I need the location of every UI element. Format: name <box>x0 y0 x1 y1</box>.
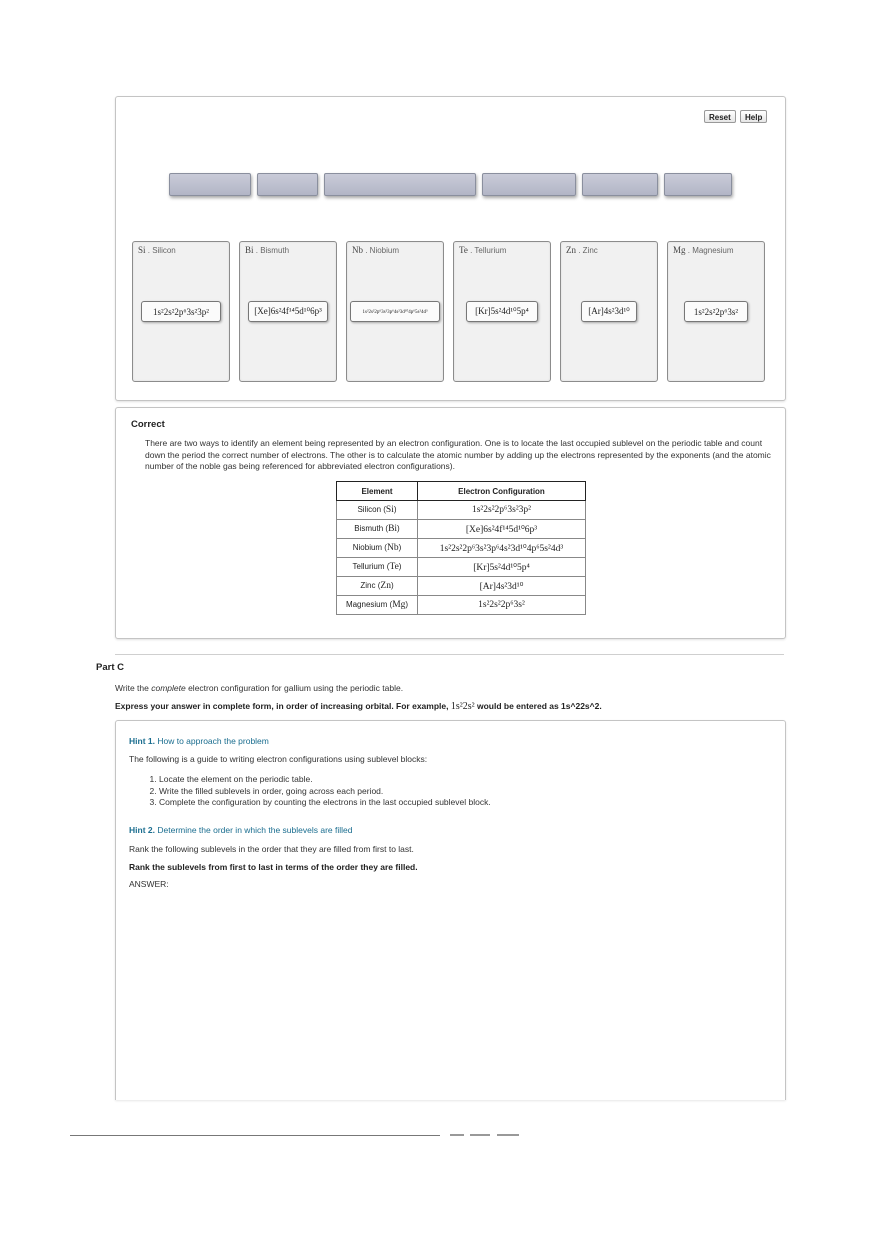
part-title: Part C <box>96 662 124 673</box>
empty-slot[interactable] <box>582 173 658 196</box>
target-label: Zn . Zinc <box>566 245 598 255</box>
config-chip[interactable]: [Ar]4s²3d¹⁰ <box>581 301 637 322</box>
section-divider <box>115 654 784 655</box>
hint-2-instruction: Rank the sublevels from first to last in terms of the order they are filled. <box>129 862 418 872</box>
hint-panel <box>115 720 786 1100</box>
element-cell: Bismuth (Bi) <box>337 520 418 539</box>
feedback-panel <box>115 407 786 639</box>
drop-target-zinc[interactable] <box>560 241 658 382</box>
table-row <box>337 539 586 558</box>
list-item: 3. Complete the configuration by counting the electrons in the last occupied sublevel block. <box>159 797 491 809</box>
table-row <box>337 577 586 596</box>
empty-slot[interactable] <box>324 173 476 196</box>
element-cell: Silicon (Si) <box>337 501 418 520</box>
empty-slot[interactable] <box>482 173 576 196</box>
hint-1-steps <box>129 774 491 809</box>
footer-divider <box>70 1135 440 1136</box>
column-header: Electron Configuration <box>418 482 586 501</box>
column-header: Element <box>337 482 418 501</box>
drop-target-tellurium[interactable] <box>453 241 551 382</box>
footer-mark <box>450 1134 464 1136</box>
drop-target-magnesium[interactable] <box>667 241 765 382</box>
hint-1-link[interactable]: Hint 1. How to approach the problem <box>129 736 269 746</box>
reset-button[interactable]: Reset <box>704 110 736 123</box>
table-row <box>337 558 586 577</box>
target-label: Te . Tellurium <box>459 245 507 255</box>
element-cell: Tellurium (Te) <box>337 558 418 577</box>
empty-slot[interactable] <box>169 173 251 196</box>
config-chip[interactable]: 1s²2s²2p⁶3s²3p² <box>141 301 221 322</box>
answer-label: ANSWER: <box>129 879 169 889</box>
list-item: 1. Locate the element on the periodic table. <box>159 774 491 786</box>
part-instruction: Express your answer in complete form, in order of increasing orbital. For example, 1s²2s² would be entered as 1s^22s^2. <box>115 701 602 712</box>
hint-2-link[interactable]: Hint 2. Determine the order in which the sublevels are filled <box>129 825 353 835</box>
table-row <box>337 501 586 520</box>
config-chip[interactable]: 1s²2s²2p⁶3s² <box>684 301 748 322</box>
config-chip[interactable]: 1s²2s²2p⁶3s²3p⁶4s²3d¹⁰4p⁶5s²4d³ <box>350 301 440 322</box>
config-cell: [Kr]5s²4d¹⁰5p⁴ <box>418 558 586 577</box>
hint-2-text: Rank the following sublevels in the order that they are filled from first to last. <box>129 844 414 854</box>
element-cell: Niobium (Nb) <box>337 539 418 558</box>
drop-target-niobium[interactable] <box>346 241 444 382</box>
element-cell: Zinc (Zn) <box>337 577 418 596</box>
empty-slot[interactable] <box>257 173 318 196</box>
table-row <box>337 596 586 615</box>
drag-drop-panel <box>115 96 786 401</box>
feedback-title: Correct <box>131 419 165 430</box>
hint-1-intro: The following is a guide to writing electron configurations using sublevel blocks: <box>129 754 428 764</box>
table-row <box>337 520 586 539</box>
config-cell: 1s²2s²2p⁶3s²3p⁶4s²3d¹⁰4p⁶5s²4d³ <box>418 539 586 558</box>
element-cell: Magnesium (Mg) <box>337 596 418 615</box>
list-item: 2. Write the filled sublevels in order, going across each period. <box>159 786 491 798</box>
target-label: Nb . Niobium <box>352 245 400 255</box>
footer-mark <box>497 1134 519 1136</box>
footer-mark <box>470 1134 490 1136</box>
part-prompt: Write the complete electron configuration for gallium using the periodic table. <box>115 683 404 693</box>
config-chip[interactable]: [Xe]6s²4f¹⁴5d¹⁰6p³ <box>248 301 328 322</box>
drop-target-bismuth[interactable] <box>239 241 337 382</box>
feedback-text: There are two ways to identify an element being represented by an electron configuration. One is to locate the last occupied sublevel on the periodic table and count down the period the correct number of electrons. The other is to calculate the atomic number by adding up the electrons represented by the exponents (and the atomic number of the noble gas being referenced for abbreviated electron configurations). <box>145 438 771 471</box>
help-button[interactable]: Help <box>740 110 767 123</box>
config-cell: 1s²2s²2p⁶3s² <box>418 596 586 615</box>
config-cell: [Xe]6s²4f¹⁴5d¹⁰6p³ <box>418 520 586 539</box>
config-cell: 1s²2s²2p⁶3s²3p² <box>418 501 586 520</box>
configuration-table <box>336 481 586 615</box>
config-chip[interactable]: [Kr]5s²4d¹⁰5p⁴ <box>466 301 538 322</box>
table-header-row <box>337 482 586 501</box>
target-label: Mg . Magnesium <box>673 245 734 255</box>
target-label: Bi . Bismuth <box>245 245 290 255</box>
empty-slot[interactable] <box>664 173 732 196</box>
target-label: Si . Silicon <box>138 245 176 255</box>
config-cell: [Ar]4s²3d¹⁰ <box>418 577 586 596</box>
drop-target-silicon[interactable] <box>132 241 230 382</box>
